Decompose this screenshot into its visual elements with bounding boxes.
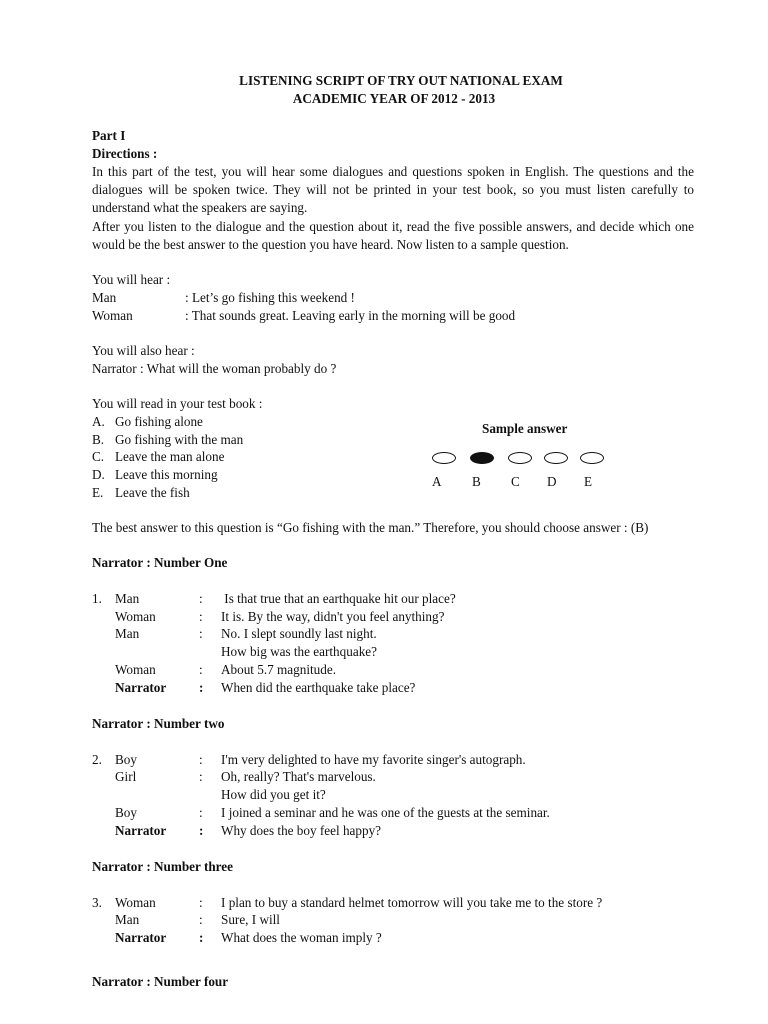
speaker-name: Narrator	[115, 822, 167, 838]
you-will-read: You will read in your test book :	[92, 396, 263, 412]
directions-label: Directions :	[92, 146, 158, 161]
question-number: 1.	[92, 590, 102, 606]
dialogue-text: : Let’s go fishing this weekend !	[185, 290, 355, 306]
speaker-colon	[199, 786, 221, 804]
question-number	[92, 643, 115, 661]
dialogue-text: When did the earthquake take place?	[221, 679, 416, 695]
document-page	[92, 72, 694, 991]
speaker-colon: :	[199, 804, 203, 820]
dialogue-text: Why does the boy feel happy?	[221, 822, 382, 838]
speaker-colon: :	[199, 626, 203, 642]
speaker-colon: :	[199, 822, 204, 838]
dialogue-line	[92, 679, 694, 697]
answer-letter: D	[547, 474, 557, 489]
dialogue-text: Sure, I will	[221, 912, 280, 928]
best-answer-paragraph: The best answer to this question is “Go fishing with the man.” Therefore, you should choose answer : (B)	[92, 519, 649, 535]
speaker-name: Woman	[115, 608, 156, 624]
answer-bubble	[470, 452, 494, 464]
question-number	[92, 679, 115, 697]
speaker-colon: :	[199, 679, 204, 695]
speaker-colon	[199, 643, 221, 661]
question-heading-cut: Narrator : Number four	[92, 973, 229, 989]
you-will-also-hear: You will also hear :	[92, 343, 195, 359]
part-heading: Part I	[92, 128, 126, 143]
question-number: 2.	[92, 751, 102, 767]
dialogue-text: I'm very delighted to have my favorite singer's autograph.	[221, 751, 526, 767]
option-item	[92, 466, 694, 484]
answer-letter: E	[584, 474, 593, 489]
answer-bubble	[580, 452, 604, 464]
speaker-name: Man	[115, 590, 140, 606]
question-number	[92, 625, 115, 643]
dialogue-text: How did you get it?	[221, 787, 326, 803]
document-title	[92, 72, 694, 108]
question-number	[92, 804, 115, 822]
option-key: B.	[92, 431, 105, 447]
dialogue-line	[92, 804, 694, 822]
dialogue-text: No. I slept soundly last night.	[221, 626, 377, 642]
dialogue-line	[92, 822, 694, 840]
dialogue-line	[92, 929, 694, 947]
question-number	[92, 822, 115, 840]
option-text: Leave the man alone	[115, 449, 225, 465]
dialogue-line	[92, 751, 694, 769]
directions-paragraph-2: After you listen to the dialogue and the question about it, read the five possible answers, and decide which one would be the best answer to the question you have heard. Now listen to a sample question.	[92, 218, 694, 252]
dialogue-line	[92, 911, 694, 929]
speaker-colon: :	[199, 590, 203, 606]
sample-dialogue-line	[92, 307, 694, 325]
speaker-name: Narrator	[115, 679, 167, 695]
speaker-name	[115, 786, 199, 804]
option-text: Leave the fish	[115, 484, 190, 500]
dialogue-line	[92, 643, 694, 661]
option-text: Go fishing with the man	[115, 431, 244, 447]
dialogue-text: About 5.7 magnitude.	[221, 661, 337, 677]
speaker-colon: :	[199, 769, 203, 785]
question-heading: Narrator : Number two	[92, 715, 225, 731]
speaker-name	[115, 643, 199, 661]
dialogue-line	[92, 625, 694, 643]
dialogue-line	[92, 894, 694, 912]
sample-dialogue-line	[92, 289, 694, 307]
question-number	[92, 786, 115, 804]
dialogue-text: I plan to buy a standard helmet tomorrow will you take me to the store ?	[221, 894, 603, 910]
questions-section	[92, 554, 694, 947]
speaker-colon: :	[199, 661, 203, 677]
speaker-name: Girl	[115, 769, 137, 785]
speaker-name: Man	[115, 626, 140, 642]
question-heading: Narrator : Number three	[92, 858, 233, 874]
dialogue-text: How big was the earthquake?	[221, 644, 377, 660]
sample-answer-label: Sample answer	[482, 421, 568, 436]
dialogue-line	[92, 590, 694, 608]
option-key: E.	[92, 484, 104, 500]
question-number	[92, 608, 115, 626]
directions-paragraph-1: In this part of the test, you will hear some dialogues and questions spoken in English. The questions and the dialogues will be spoken twice. They will not be printed in your test book, so you must listen carefully to understand what the speakers are saying.	[92, 164, 694, 216]
sample-answer-block	[432, 420, 722, 489]
question-number	[92, 911, 115, 929]
question-dialogue	[92, 894, 694, 947]
dialogue-text: What does the woman imply ?	[221, 930, 382, 946]
speaker-name: Boy	[115, 804, 137, 820]
answer-bubble	[544, 452, 568, 464]
speaker-name: Woman	[115, 894, 156, 910]
answer-bubble	[432, 452, 456, 464]
speaker-name: Narrator	[115, 930, 167, 946]
speaker-name: Man	[115, 912, 140, 928]
speaker-colon: :	[199, 912, 203, 928]
speaker-name: Woman	[92, 308, 133, 324]
question-heading: Narrator : Number One	[92, 554, 228, 570]
speaker-colon: :	[199, 751, 203, 767]
answer-letter: A	[432, 474, 442, 489]
dialogue-line	[92, 786, 694, 804]
title-line-2: ACADEMIC YEAR OF 2012 - 2013	[292, 91, 496, 106]
speaker-name: Man	[92, 290, 117, 306]
question-number: 3.	[92, 894, 102, 910]
speaker-colon: :	[199, 894, 203, 910]
speaker-name: Woman	[115, 661, 156, 677]
speaker-colon: :	[199, 608, 203, 624]
dialogue-line	[92, 608, 694, 626]
option-text: Go fishing alone	[115, 414, 203, 430]
speaker-colon: :	[199, 930, 204, 946]
dialogue-line	[92, 661, 694, 679]
option-key: C.	[92, 449, 105, 465]
answer-letter: C	[511, 474, 520, 489]
speaker-name: Boy	[115, 751, 137, 767]
dialogue-text: Oh, really? That's marvelous.	[221, 769, 376, 785]
option-key: A.	[92, 414, 105, 430]
sample-narrator-line: Narrator : What will the woman probably do ?	[92, 361, 337, 377]
dialogue-text: It is. By the way, didn't you feel anything?	[221, 608, 445, 624]
title-line-1: LISTENING SCRIPT OF TRY OUT NATIONAL EXAM	[239, 73, 563, 88]
option-key: D.	[92, 467, 105, 483]
option-item	[92, 484, 694, 502]
dialogue-text: : That sounds great. Leaving early in the morning will be good	[185, 308, 516, 324]
dialogue-text: Is that true that an earthquake hit our place?	[221, 590, 456, 606]
question-number	[92, 929, 115, 947]
answer-bubble	[508, 452, 532, 464]
you-will-hear: You will hear :	[92, 272, 171, 288]
option-text: Leave this morning	[115, 467, 218, 483]
question-number	[92, 768, 115, 786]
dialogue-line	[92, 768, 694, 786]
question-dialogue	[92, 590, 694, 697]
dialogue-text: I joined a seminar and he was one of the guests at the seminar.	[221, 804, 550, 820]
question-number	[92, 661, 115, 679]
answer-letter: B	[472, 474, 481, 489]
question-dialogue	[92, 751, 694, 840]
